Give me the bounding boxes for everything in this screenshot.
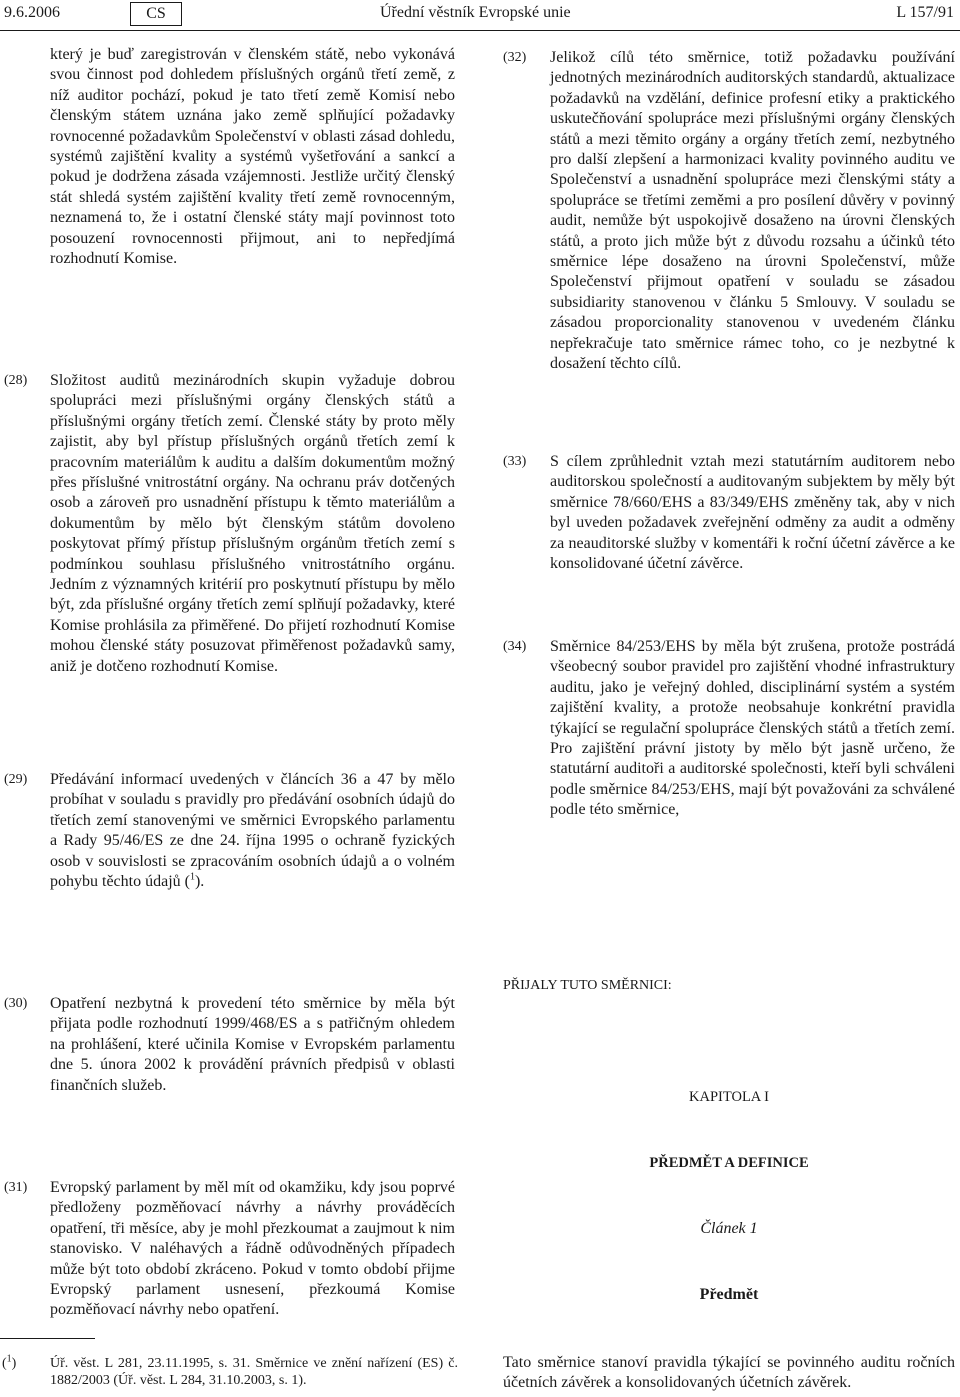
recital-number: (30): [4, 996, 28, 1011]
recital-33-text: S cílem zprůhlednit vztah mezi statutárním auditorem nebo auditorskou společností a auditovaným subjektem by měly být směrnice 78/660/EHS a 83/349/EHS změněny tak, aby v nich byl uveden požadavek zveřejnění odměny za audit a odměny za neauditorské služby v komentáři k roční účetní závěrce a ke konsolidované účetní závěrce.: [550, 453, 955, 573]
chapter-title: PŘEDMĚT A DEFINICE: [649, 1155, 809, 1171]
footnote-reference[interactable]: 1: [189, 871, 195, 883]
recital-30-text: Opatření nezbytná k provedení této směrnice by měla být přijata podle rozhodnutí 1999/468/ES a s patřičným ohledem na prohlášení, které učinila Komise v Evropském parlamentu dne 5. února 2002 k provádění právních předpisů v oblasti finančních služeb.: [50, 995, 455, 1094]
recital-number: (28): [4, 373, 28, 388]
recital-29-text: [50, 770, 455, 892]
article-heading: Článek 1: [700, 1220, 758, 1237]
page-reference: L 157/91: [896, 4, 954, 21]
publication-date: 9.6.2006: [4, 4, 60, 21]
footnote-text: Úř. věst. L 281, 23.11.1995, s. 31. Směrnice ve znění nařízení (ES) č. 1882/2003 (Úř. věst. L 284, 31.10.2003, s. 1).: [50, 1356, 458, 1388]
footnote-rule: [0, 1338, 95, 1339]
recital-number: (34): [503, 639, 527, 654]
adopted-statement: PŘIJALY TUTO SMĚRNICI:: [503, 978, 672, 993]
recital-31-text: Evropský parlament by měl mít od okamžiku, kdy jsou poprvé předloženy pozměňovací návrhy a návrhy prováděcích opatření, tři měsíce, aby je mohl přezkoumat a zaujmout k nim stanovisko. V naléhavých a řádně odůvodněných případech může být toto období zkráceno. Pokud v tomto období přijme Evropský parlament usnesení, přezkoumá Komise pozměňovací návrhy nebo opatření.: [50, 1179, 455, 1319]
recital-29-body: Předávání informací uvedených v článcích 36 a 47 by mělo probíhat v souladu s pravidly pro předávání osobních údajů do třetích zemí stanovenými ve směrnici Evropského parlamentu a Rady 95/46/ES ze dne 24. října 1995 o ochraně fyzických osob v souvislosti se zpracováním osobních údajů a o volném pohybu těchto údajů (: [50, 771, 455, 891]
recital-number: (32): [503, 50, 527, 65]
page-header: [0, 0, 960, 34]
recital-32-text: Jelikož cílů této směrnice, totiž požadavku používání jednotných mezinárodních auditorských standardů, aktualizace požadavků na vzdělání, definice profesní etiky a praktického uskutečňování spolupráce mezi příslušnými orgány členských států a mezi těmito orgány a orgány třetích zemí, nezbytného pro další zlepšení a harmonizaci kvality povinného auditu ve Společenství a usnadnění spolupráce mezi členskými státy a spolupráce se třetími zeměmi a pro posílení důvěry v povinný audit, nemůže být uspokojivě dosaženo na úrovni členských států, a proto jich může být z důvodu rozsahu a účinků této směrnice lépe dosaženo na úrovni Společenství, může Společenství přijmout opatření v souladu se zásadou subsidiarity stanovenou v článku 5 Smlouvy. V souladu se zásadou proporcionality stanovenou v uvedeném článku nepřekračuje tato směrnice rámec toho, co je nezbytné k dosažení těchto cílů.: [550, 49, 955, 373]
article-title: Předmět: [699, 1286, 759, 1303]
journal-title: Úřední věstník Evropské unie: [380, 4, 571, 21]
language-badge: CS: [130, 2, 182, 26]
recital-28-text: Složitost auditů mezinárodních skupin vyžaduje dobrou spolupráci mezi příslušnými orgány členských států a příslušnými orgány třetích zemí. Členské státy by proto měly zajistit, aby byl přístup příslušných orgánů třetích zemí k pracovním materiálům k auditu a dalším dokumentům možný přes příslušné vnitrostátní orgány. Na ochranu práv dotčených osob a zároveň pro usnadnění přístupu k těmto materiálům a dokumentům by mělo být členským státům dovoleno poskytovat přímý přístup příslušným orgánům třetích zemí s podmínkou souhlasu příslušného vnitrostátního orgánu. Jedním z významných kritérií pro poskytnutí přístupu by mělo být, zda příslušné orgány třetích zemí splňují požadavky, které Komise prohlásila za přiměřené. Do přijetí rozhodnutí Komise mohou členské státy posuzovat přiměřenost požadavků samy, aniž je dotčeno rozhodnutí Komise.: [50, 372, 455, 675]
article-text: Tato směrnice stanoví pravidla týkající se povinného auditu ročních účetních závěrek a konsolidovaných účetních závěrek.: [503, 1354, 955, 1392]
intro-paragraph: který je buď zaregistrován v členském státě, nebo vykonává svou činnost pod dohledem příslušných orgánů třetí země, z níž auditor pochází, pokud je tato třetí země Komisí nebo členským státem uznána jako země splňující požadavky rovnocenné požadavkům Společenství v oblasti zásad dohledu, systémů zajištění kvality a systémů vyšetřování a sankcí a pokud je dodržena zásada vzájemnosti. Jestliže určitý členský stát shledá systém zajištění kvality třetí země rovnocenným, neznamená to, že i ostatní členské státy mají povinnost toto posouzení rovnocennosti přijmout, ani to nepředjímá rozhodnutí Komise.: [50, 46, 455, 268]
recital-number: (31): [4, 1180, 28, 1195]
recital-number: (33): [503, 454, 527, 469]
recital-34-text: Směrnice 84/253/EHS by měla být zrušena, protože postrádá všeobecný soubor pravidel pro zajištění vhodné infrastruktury auditu, jako je veřejný dohled, disciplinární systém a systém zajištění kvality, a protože neobsahuje konkrétní pravidla týkající se regulační spolupráce členských států a třetích zemí. Pro zajištění právní jistoty by mělo být jasně určeno, že statutární auditoři a auditorské společnosti, kteří byli schváleni podle směrnice 84/253/EHS, mají být považováni za schválené podle této směrnice,: [550, 638, 955, 819]
footnote-marker: ($^1$): [2, 1353, 17, 1371]
chapter-heading: KAPITOLA I: [689, 1089, 769, 1105]
recital-number: (29): [4, 772, 28, 787]
recital-29-end: ).: [194, 873, 205, 891]
footnote-number: 1: [6, 1353, 12, 1365]
header-rule: [0, 30, 960, 31]
